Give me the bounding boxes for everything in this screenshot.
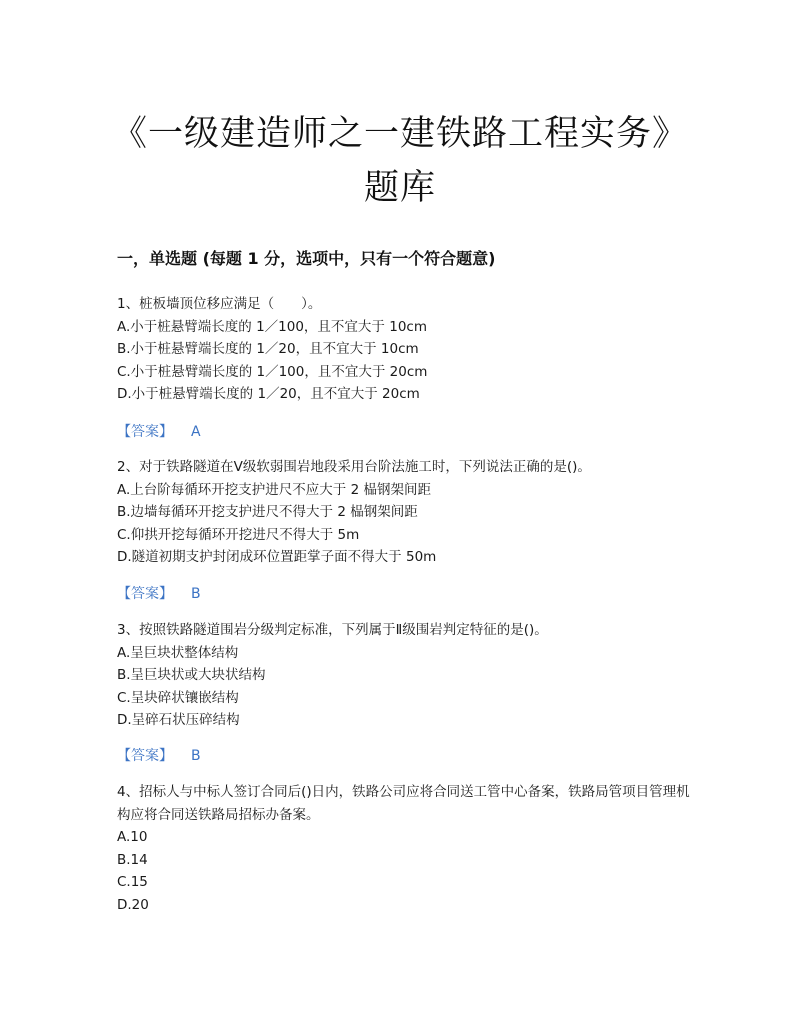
answer-value: A (191, 424, 201, 440)
answer-1 (117, 421, 201, 441)
option-a: A.上台阶每循环开挖支护进尺不应大于 2 榀钢架间距 (117, 481, 431, 498)
option-a: A.呈巨块状整体结构 (117, 644, 239, 661)
option-d: D.呈碎石状压碎结构 (117, 712, 240, 728)
option-c: C.15 (117, 874, 148, 890)
document-title: 《一级建造师之一建铁路工程实务》 (111, 114, 688, 154)
option-b: B.呈巨块状或大块状结构 (117, 667, 266, 683)
answer-label: 【答案】 (117, 424, 173, 440)
answer-label: 【答案】 (117, 586, 173, 602)
option-d: D.小于桩悬臂端长度的 1／20，且不宜大于 20cm (117, 386, 420, 402)
question-2 (117, 456, 697, 569)
option-a: A.10 (117, 829, 148, 845)
answer-value: B (191, 586, 201, 602)
answer-3 (117, 745, 201, 765)
option-b: B.14 (117, 851, 148, 868)
answer-label: 【答案】 (117, 748, 173, 764)
question-3 (117, 619, 697, 732)
option-c: C.小于桩悬臂端长度的 1／100，且不宜大于 20cm (117, 363, 428, 380)
option-d: D.隧道初期支护封闭成环位置距掌子面不得大于 50m (117, 549, 437, 565)
answer-value: B (191, 748, 201, 764)
option-b: B.小于桩悬臂端长度的 1／20，且不宜大于 10cm (117, 341, 419, 357)
option-a: A.小于桩悬臂端长度的 1／100，且不宜大于 10cm (117, 318, 427, 335)
document-subtitle: 题库 (363, 168, 436, 208)
option-b: B.边墙每循环开挖支护进尺不得大于 2 榀钢架间距 (117, 504, 418, 520)
question-1 (117, 293, 697, 406)
question-4 (117, 781, 697, 916)
option-c: C.仰拱开挖每循环开挖进尺不得大于 5m (117, 526, 360, 543)
question-stem: 2、对于铁路隧道在Ⅴ级软弱围岩地段采用台阶法施工时，下列说法正确的是()。 (117, 459, 591, 475)
option-c: C.呈块碎状镶嵌结构 (117, 689, 239, 706)
question-stem: 1、桩板墙顶位移应满足（ ）。 (117, 296, 322, 312)
section-heading: 一，单选题 (每题 1 分，选项中，只有一个符合题意) (117, 249, 496, 268)
question-stem: 3、按照铁路隧道围岩分级判定标准，下列属于Ⅱ级围岩判定特征的是()。 (117, 622, 548, 638)
answer-2 (117, 583, 201, 603)
question-stem: 4、招标人与中标人签订合同后()日内，铁路公司应将合同送工管中心备案，铁路局管项目管理机构应将合同送铁路局招标办备案。 (117, 784, 690, 823)
option-d: D.20 (117, 896, 149, 913)
